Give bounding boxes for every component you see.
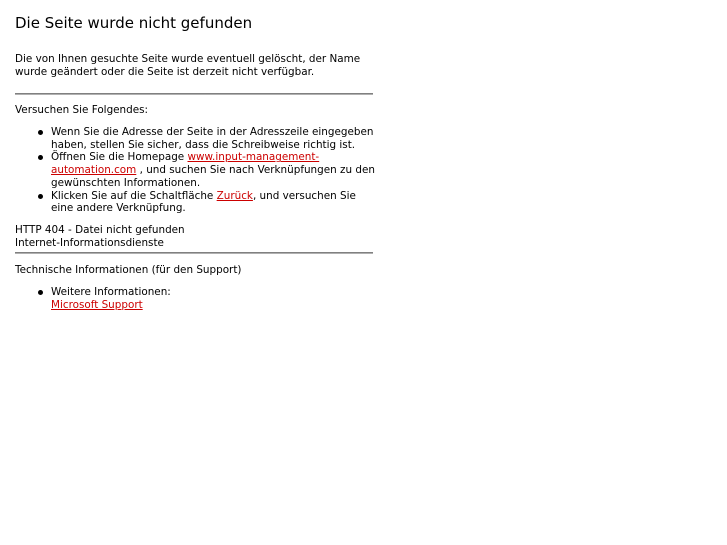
suggestion-text: Klicken Sie auf die Schaltfläche xyxy=(51,189,217,202)
suggestion-text: Öffnen Sie die Homepage xyxy=(51,151,188,164)
tech-info-heading: Technische Informationen (für den Support) xyxy=(15,263,242,276)
server-name: Internet-Informationsdienste xyxy=(15,236,164,249)
microsoft-support-link[interactable]: Microsoft Support xyxy=(51,298,143,311)
list-item xyxy=(51,151,375,189)
more-info-label: Weitere Informationen: xyxy=(51,285,171,298)
back-link[interactable]: Zurück xyxy=(216,189,253,202)
http-status: HTTP 404 - Datei nicht gefunden xyxy=(15,223,185,236)
suggestions-list xyxy=(15,126,375,215)
list-item xyxy=(51,286,375,311)
divider xyxy=(15,93,373,95)
list-item xyxy=(51,190,375,215)
suggestion-text: , und suchen Sie nach Verknüpfungen zu den gewünschten Informationen. xyxy=(51,164,375,189)
suggestion-text: Wenn Sie die Adresse der Seite in der Adresszeile eingegeben haben, stellen Sie sicher, dass die Schreibweise richtig ist. xyxy=(51,126,374,151)
status-block xyxy=(15,224,375,250)
intro-text: Die von Ihnen gesuchte Seite wurde eventuell gelöscht, der Name wurde geändert oder die Seite ist derzeit nicht verfügbar. xyxy=(15,53,361,78)
tech-info-list xyxy=(15,286,375,311)
divider xyxy=(15,252,373,254)
homepage-link[interactable]: www.input-management-automation.com xyxy=(51,151,320,177)
suggestions-heading: Versuchen Sie Folgendes: xyxy=(15,104,149,116)
suggestion-text: , und versuchen Sie eine andere Verknüpfung. xyxy=(51,189,356,215)
error-content xyxy=(15,13,375,311)
list-item xyxy=(51,126,375,151)
page-title: Die Seite wurde nicht gefunden xyxy=(15,14,253,32)
